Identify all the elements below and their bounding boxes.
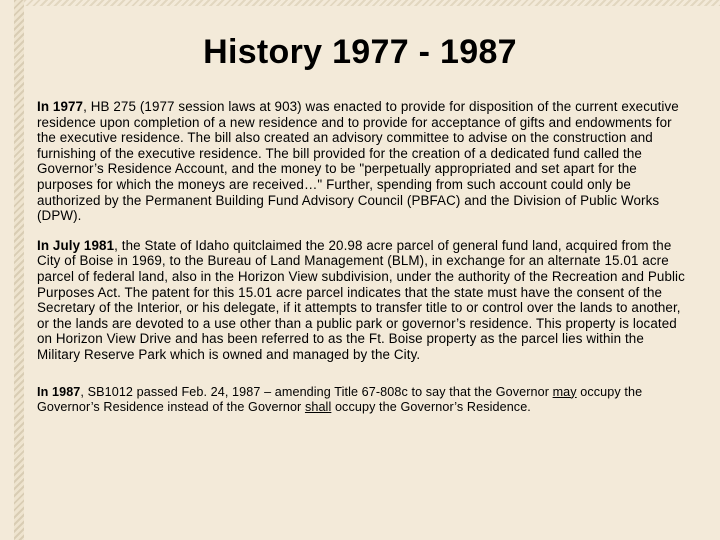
underlined-word-shall: shall (304, 399, 332, 414)
decorative-left-stripe (14, 0, 24, 540)
paragraph-1977 (37, 99, 687, 224)
paragraph-text: , SB1012 passed Feb. 24, 1987 – amending Title 67-808c to say that the Governor (80, 384, 553, 399)
paragraph-1987 (37, 385, 687, 416)
underlined-word-may: may (552, 384, 577, 399)
slide-title: History 1977 - 1987 (203, 33, 517, 71)
paragraph-lead: In 1987 (37, 384, 81, 399)
paragraph-lead: In 1977 (37, 99, 84, 114)
paragraph-1981 (37, 238, 687, 363)
decorative-top-border (24, 0, 720, 6)
paragraph-text: occupy the Governor’s Residence instead of the Governor (37, 384, 643, 414)
paragraph-text: occupy the Governor’s Residence. (331, 399, 531, 414)
paragraph-text: , HB 275 (1977 session laws at 903) was enacted to provide for disposition of the current executive residence upon completion of a new residence and to provide for acceptance of gifts and endowments for the executive residence. The bill also created an advisory committee to advise on the construction and furnishing of the executive residence. The bill provided for the creation of a dedicated fund called the Governor’s Residence Account, and the money to be "perpetually appropriated and set apart for the purposes for which the moneys are received…" Further, spending from such account could only be authorized by the Permanent Building Fund Advisory Council (PBFAC) and the Division of Public Works (DPW). (37, 99, 679, 224)
paragraph-lead: In July 1981 (37, 237, 115, 253)
slide-body (37, 99, 687, 429)
paragraph-text: , the State of Idaho quitclaimed the 20.98 acre parcel of general fund land, acquired from the City of Boise in 1969, to the Bureau of Land Management (BLM), in exchange for an alternate 15.01 acre parcel of federal land, also in the Horizon View subdivision, under the authority of the Recreation and Public Purposes Act. The patent for this 15.01 acre parcel indicates that the state must have the consent of the Secretary of the Interior, or his delegate, if it attempts to transfer title to or control over the lands to another, or the lands are devoted to a use other than a public park or governor’s residence. This property is located on Horizon View Drive and has been referred to as the Ft. Boise property as the parcel lies within the Military Reserve Park which is owned and managed by the City. (37, 237, 685, 362)
